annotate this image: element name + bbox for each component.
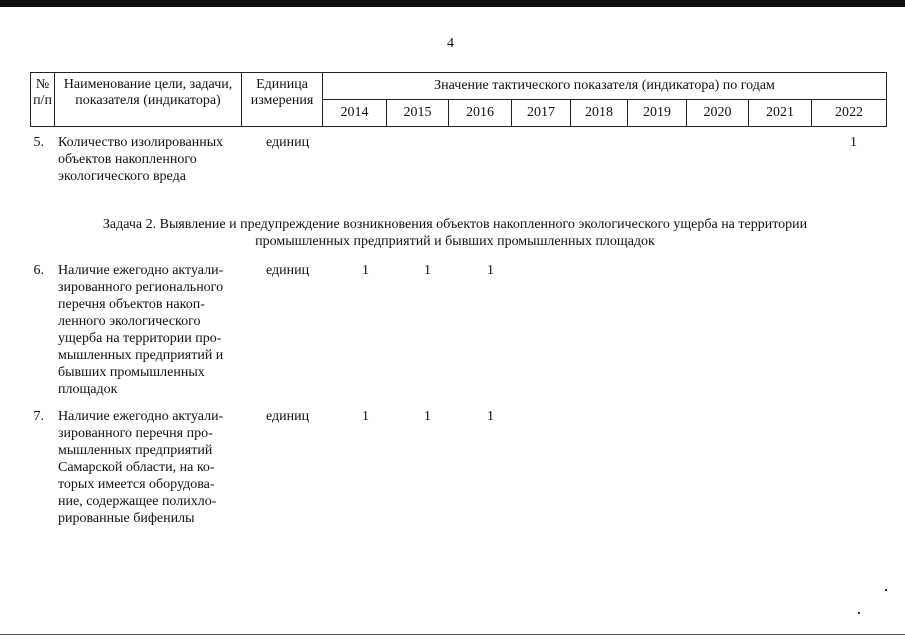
header-year: 2022 <box>812 100 887 127</box>
row-6-value-2014: 1 <box>362 263 369 278</box>
header-year: 2017 <box>512 100 571 127</box>
header-values-title: Значение тактического показателя (индикатора) по годам <box>323 73 887 100</box>
row-7-value-2015: 1 <box>424 409 431 424</box>
task-2-heading: Задача 2. Выявление и предупреждение возникновения объектов накопленного экологического ущерба на территории промышленных предприятий и бывших промышленных площадок <box>102 217 808 249</box>
row-6-value-2016: 1 <box>487 263 494 278</box>
header-year: 2020 <box>687 100 749 127</box>
header-year: 2018 <box>571 100 628 127</box>
row-6-number: 6. <box>33 263 44 278</box>
row-7-value-2016: 1 <box>487 409 494 424</box>
row-6-value-2015: 1 <box>424 263 431 278</box>
header-year: 2015 <box>387 100 449 127</box>
row-6-name: Наличие ежегодно актуали- зированного регионального перечня объектов накоп- ленного экологического ущерба на территории про- мышленных предприятий и бывших промышленных площадок <box>58 263 224 397</box>
page-number: 4 <box>447 36 454 51</box>
bottom-border <box>0 634 905 635</box>
row-7-value-2014: 1 <box>362 409 369 424</box>
indicator-table-header <box>30 72 887 127</box>
row-5-name: Количество изолированных объектов накопленного экологического вреда <box>58 135 224 184</box>
header-year: 2016 <box>449 100 512 127</box>
row-7-number: 7. <box>33 409 44 424</box>
row-7-unit: единиц <box>266 409 310 424</box>
header-year: 2014 <box>323 100 387 127</box>
scan-speck <box>885 589 887 591</box>
scan-speck <box>858 612 860 614</box>
row-5-unit: единиц <box>266 135 310 150</box>
row-5-number: 5. <box>33 135 44 150</box>
row-5-value-2022: 1 <box>850 135 857 150</box>
header-unit: Единица измерения <box>242 73 323 127</box>
top-border <box>0 0 905 7</box>
row-6-unit: единиц <box>266 263 310 278</box>
header-name: Наименование цели, задачи, показателя (индикатора) <box>55 73 242 127</box>
row-7-name: Наличие ежегодно актуали- зированного перечня про- мышленных предприятий Самарской области, на ко- торых имеется оборудова- ние, содержащее полихло- рированные бифенилы <box>58 409 224 526</box>
header-year: 2019 <box>628 100 687 127</box>
header-number: № п/п <box>31 73 55 127</box>
header-year: 2021 <box>749 100 812 127</box>
